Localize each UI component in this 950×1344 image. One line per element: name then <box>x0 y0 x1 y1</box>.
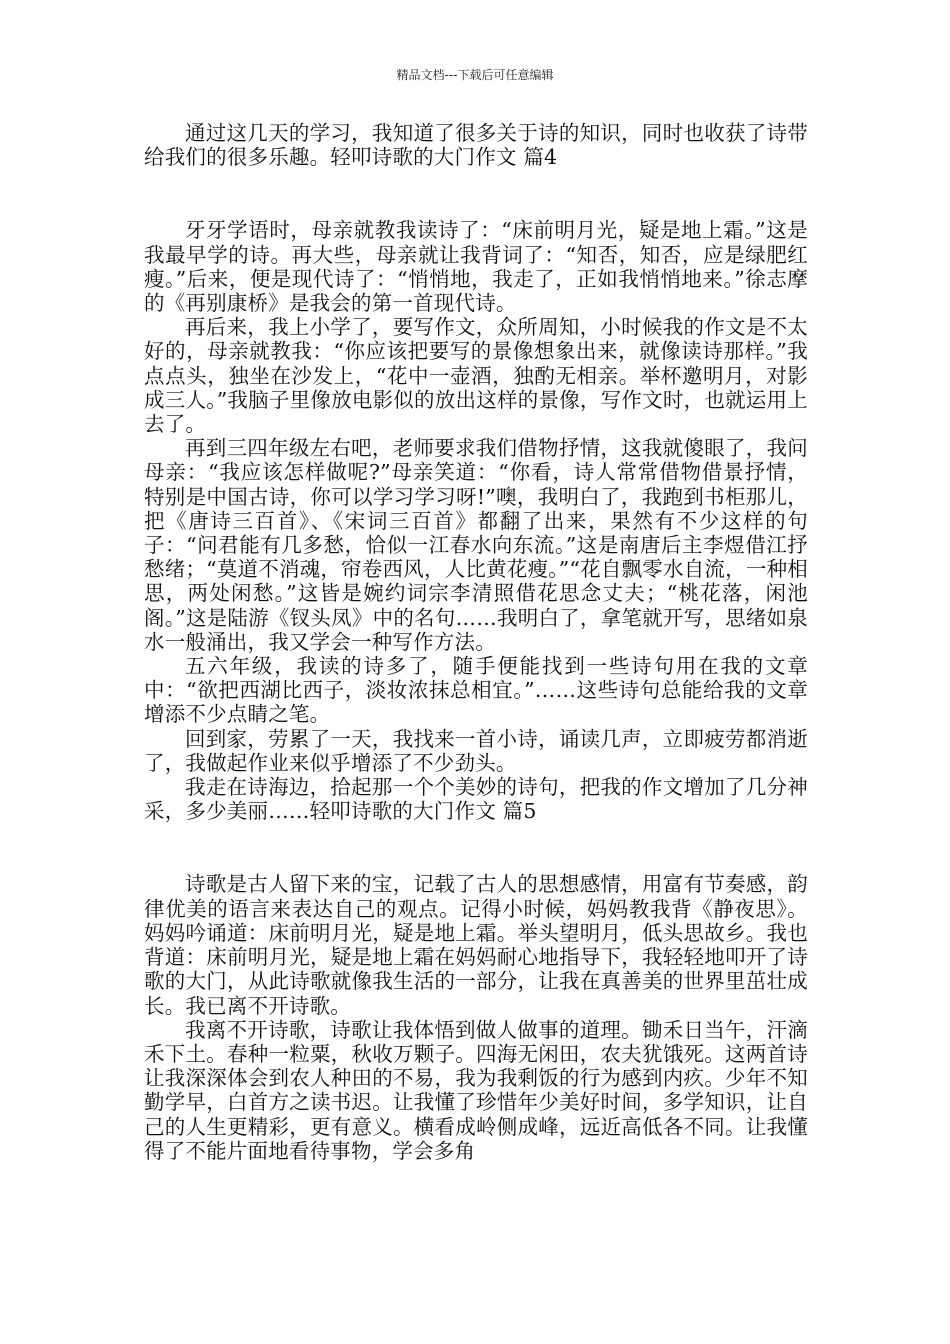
section-gap <box>144 169 808 218</box>
section-gap <box>144 823 808 872</box>
paragraph: 我离不开诗歌，诗歌让我体悟到做人做事的道理。锄禾日当午，汗滴禾下土。春种一粒粟，秋收万颗子。四海无闲田，农夫犹饿死。这两首诗让我深深体会到农人种田的不易，我为我剩饭的行为感到内疚。少年不知勤学早，白首方之读书迟。让我懂了珍惜年少美好时间，多学知识，让自己的人生更精彩，更有意义。横看成岭侧成峰，远近高低各不同。让我懂得了不能片面地看待事物，学会多角 <box>144 1017 808 1163</box>
paragraph: 通过这几天的学习，我知道了很多关于诗的知识，同时也收获了诗带给我们的很多乐趣。轻叩诗歌的大门作文 篇4 <box>144 121 808 170</box>
paragraph: 五六年级，我读的诗多了，随手便能找到一些诗句用在我的文章中：“欲把西湖比西子，淡妆浓抹总相宜。”……这些诗句总能给我的文章增添不少点睛之笔。 <box>144 654 808 727</box>
page-header: 精品文档---下载后可任意编辑 <box>396 68 554 82</box>
paragraph: 回到家，劳累了一天，我找来一首小诗，诵读几声，立即疲劳都消逝了，我做起作业来似乎增添了不少劲头。 <box>144 726 808 775</box>
paragraph: 再后来，我上小学了，要写作文，众所周知，小时候我的作文是不太好的，母亲就教我：“你应该把要写的景像想象出来，就像读诗那样。”我点点头，独坐在沙发上，“花中一壶酒，独酌无相亲。举杯邀明月，对影成三人。”我脑子里像放电影似的放出这样的景像，写作文时，也就运用上去了。 <box>144 315 808 437</box>
paragraph: 我走在诗海边，拾起那一个个美妙的诗句，把我的作文增加了几分神采，多少美丽……轻叩诗歌的大门作文 篇5 <box>144 775 808 824</box>
paragraph: 再到三四年级左右吧，老师要求我们借物抒情，这我就傻眼了，我问母亲：“我应该怎样做呢?”母亲笑道：“你看，诗人常常借物借景抒情，特别是中国古诗，你可以学习学习呀!”噢，我明白了，我跑到书柜那儿，把《唐诗三百首》、《宋词三百首》都翻了出来，果然有不少这样的句子：“问君能有几多愁，恰似一江春水向东流。”这是南唐后主李煜借江抒愁绪；“莫道不消魂，帘卷西风，人比黄花瘦。”“花自飘零水自流，一种相思，两处闲愁。”这皆是婉约词宗李清照借花思念丈夫；“桃花落，闲池阁。”这是陆游《钗头凤》中的名句……我明白了，拿笔就开写，思绪如泉水一般涌出，我又学会一种写作方法。 <box>144 436 808 654</box>
paragraph: 诗歌是古人留下来的宝，记载了古人的思想感情，用富有节奏感，韵律优美的语言来表达自己的观点。记得小时候，妈妈教我背《静夜思》。妈妈吟诵道：床前明月光，疑是地上霜。举头望明月，低头思故乡。我也背道：床前明月光，疑是地上霜在妈妈耐心地指导下，我轻轻地叩开了诗歌的大门，从此诗歌就像我生活的一部分，让我在真善美的世界里茁壮成长。我已离不开诗歌。 <box>144 872 808 1018</box>
document-body <box>144 121 808 1163</box>
paragraph: 牙牙学语时，母亲就教我读诗了：“床前明月光，疑是地上霜。”这是我最早学的诗。再大些，母亲就让我背词了：“知否，知否，应是绿肥红瘦。”后来，便是现代诗了：“悄悄地，我走了，正如我悄悄地来。”徐志摩的《再别康桥》是我会的第一首现代诗。 <box>144 218 808 316</box>
